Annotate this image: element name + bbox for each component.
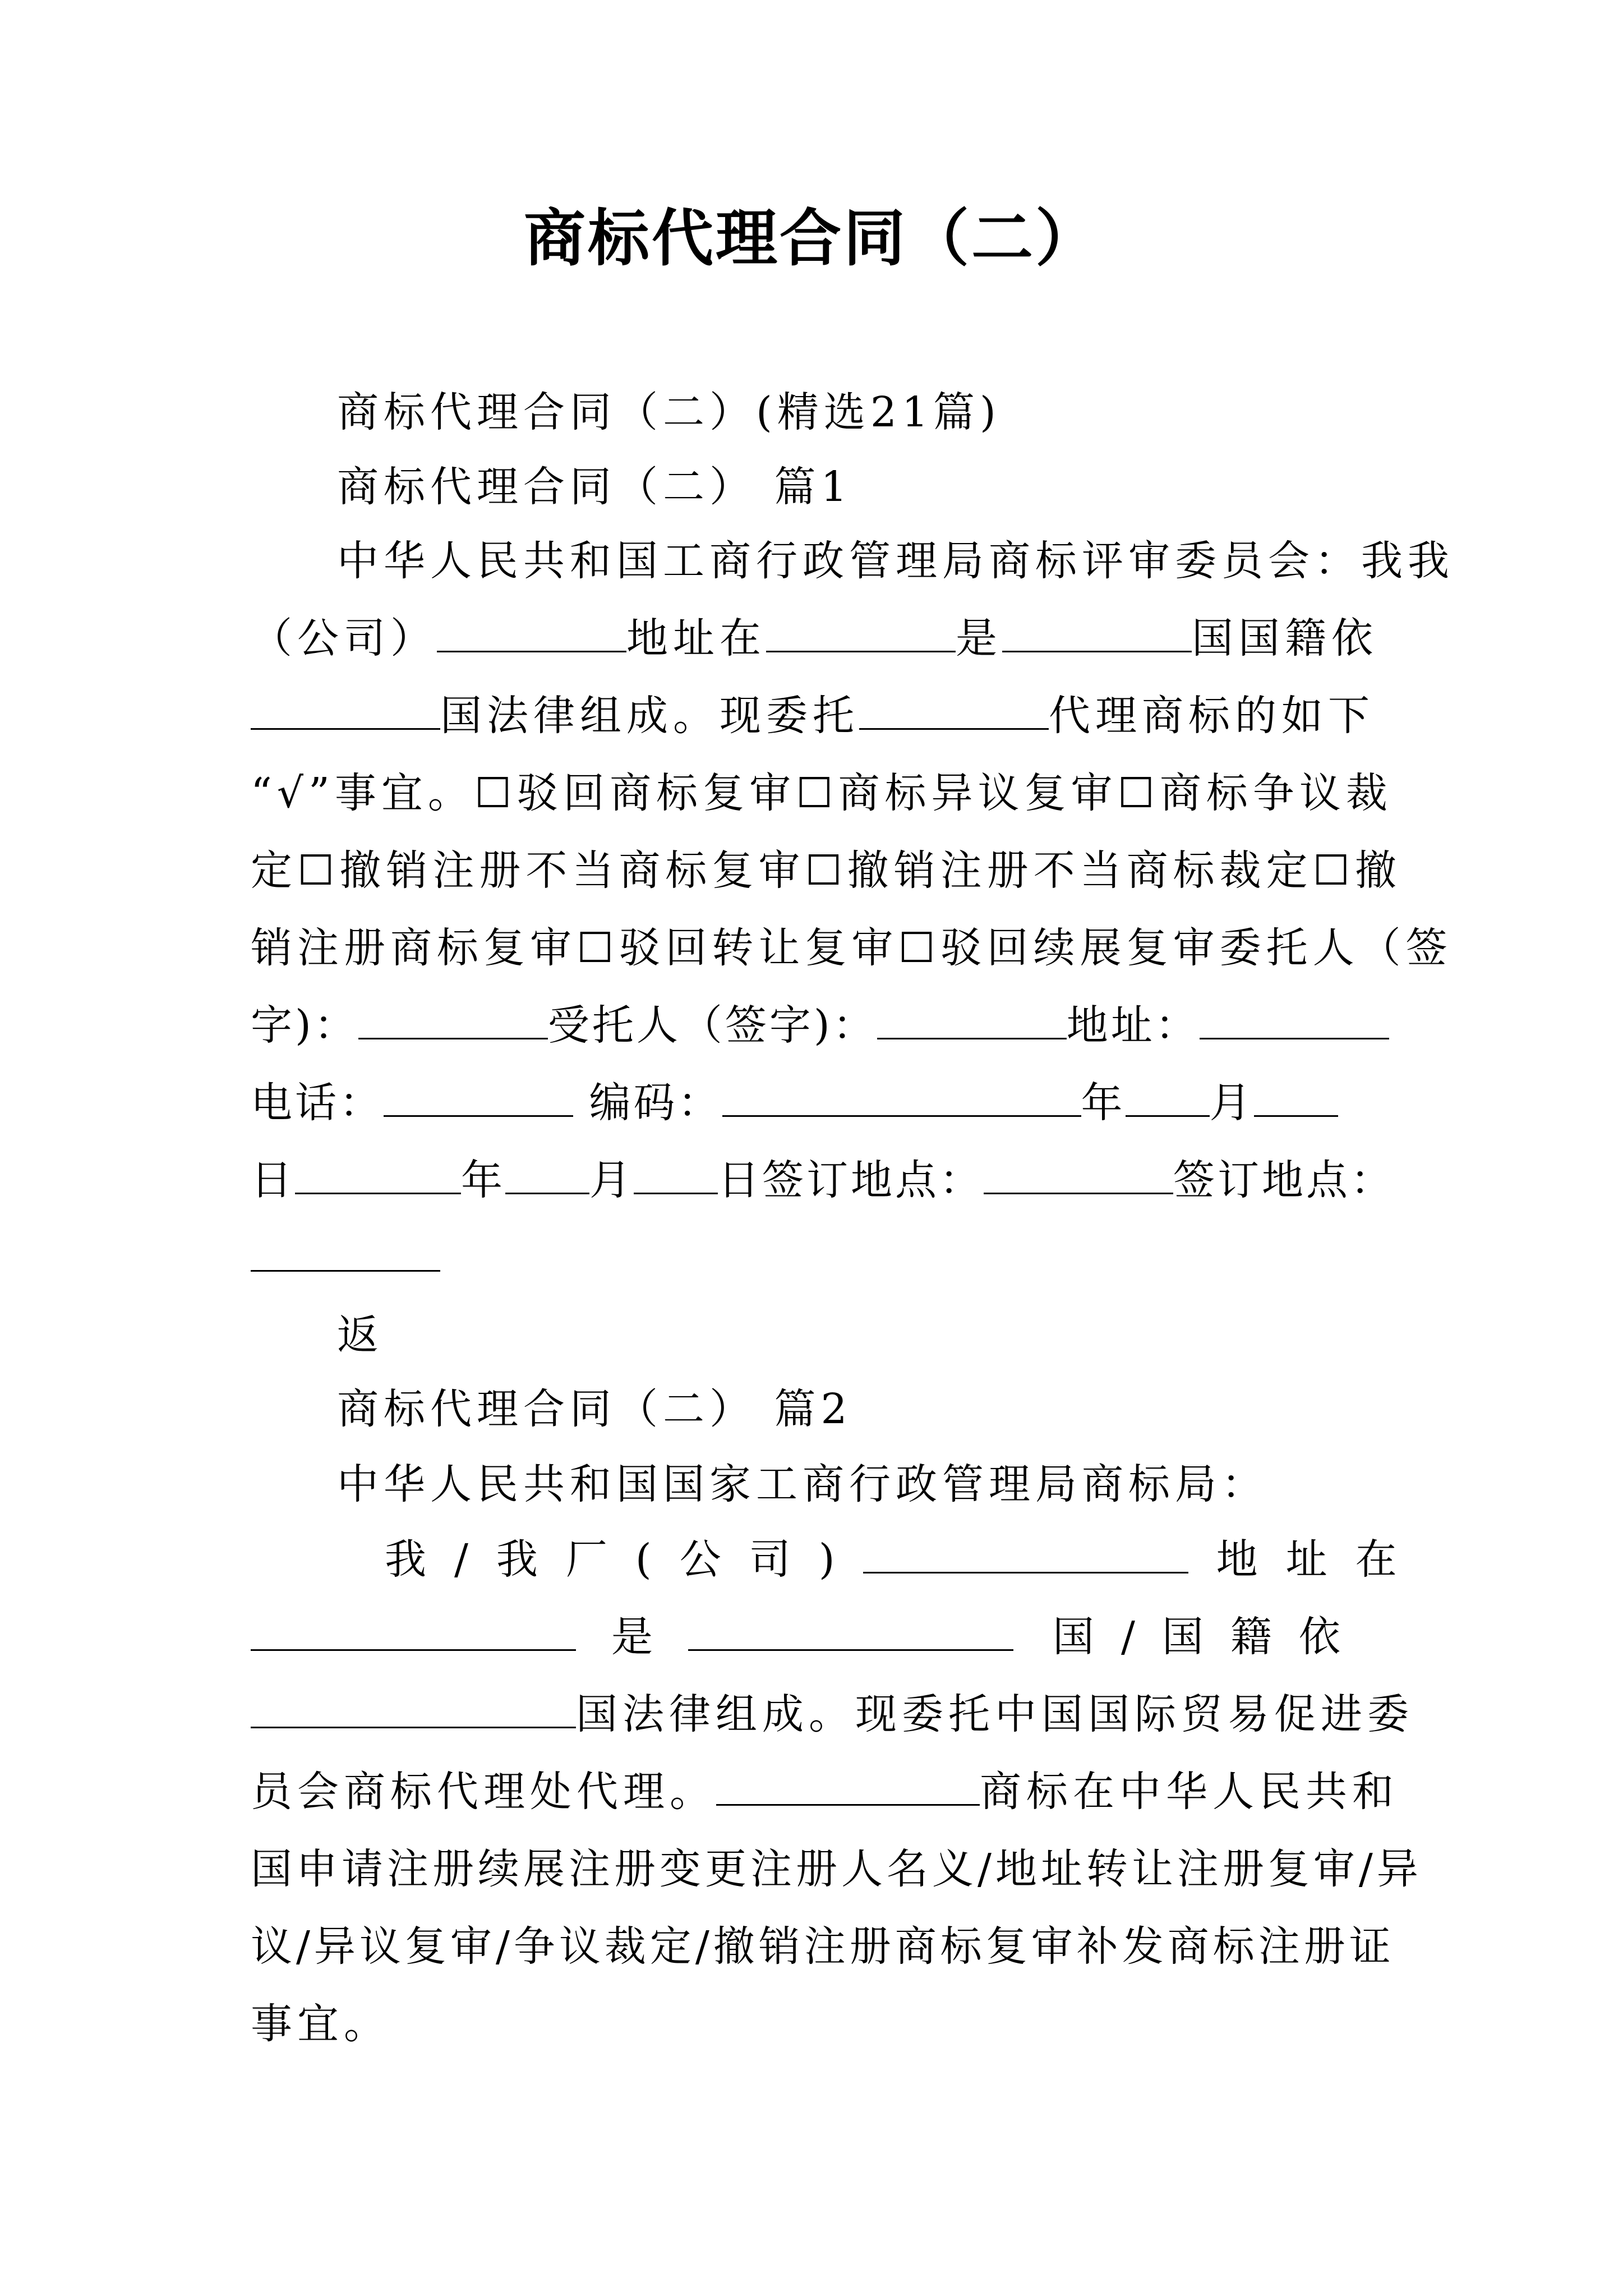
paragraph-line: 国申请注册续展注册变更注册人名义/地址转让注册复审/异	[251, 1845, 1422, 1893]
text-span: 年	[1081, 1079, 1126, 1127]
text-span: 是	[611, 1613, 653, 1661]
text-span: 国法律组成。现委托中国国际贸易促进委	[576, 1690, 1414, 1738]
subtitle-line: 商标代理合同（二）(精选21篇)	[337, 388, 1001, 436]
paragraph-line: 中华人民共和国工商行政管理局商标评审委员会：我我	[337, 537, 1454, 585]
text-span: 年	[461, 1156, 505, 1204]
paragraph-line	[251, 688, 1375, 744]
text-span: 国法律组成。现委托	[440, 692, 859, 740]
paragraph-line	[251, 1764, 1399, 1820]
blank-field	[766, 613, 956, 652]
text-span: 地址在	[1216, 1535, 1425, 1584]
blank-field	[384, 1077, 573, 1117]
blank-field	[505, 1154, 589, 1194]
blank-field	[863, 1534, 1188, 1573]
text-span: 国/国籍依	[1053, 1613, 1367, 1661]
paragraph-line: 议/异议复审/争议裁定/撤销注册商标复审补发商标注册证	[251, 1922, 1395, 1971]
paragraph-line	[251, 1609, 1367, 1665]
section-heading-2: 商标代理合同（二） 篇2	[337, 1385, 852, 1433]
text-span: 日	[251, 1156, 295, 1204]
text-span: 商标在中华人民共和	[980, 1768, 1399, 1816]
text-span: 地址：	[1066, 1001, 1200, 1050]
paragraph-line: 事宜。	[251, 2000, 390, 2048]
blank-field	[688, 1611, 1013, 1651]
blank-field	[437, 613, 626, 652]
blank-field	[859, 690, 1049, 730]
paragraph-line	[251, 1075, 1338, 1131]
blank-field	[984, 1154, 1173, 1194]
blank-field	[716, 1766, 980, 1806]
blank-field	[1126, 1077, 1210, 1117]
text-span: 月	[589, 1156, 634, 1204]
blank-field	[1200, 1000, 1389, 1039]
blank-field	[722, 1077, 1081, 1117]
paragraph-line	[251, 997, 1389, 1053]
blank-field	[634, 1154, 718, 1194]
paragraph-line: 返	[337, 1311, 384, 1359]
blank-field	[251, 1611, 576, 1651]
paragraph-line: 销注册商标复审☐驳回转让复审☐驳回续展复审委托人（签	[251, 924, 1453, 972]
blank-field	[1254, 1077, 1338, 1117]
text-span: 日签订地点：	[718, 1156, 984, 1204]
text-span: 编码：	[573, 1079, 722, 1127]
page-title: 商标代理合同（二）	[524, 202, 1099, 274]
text-span: （公司）	[251, 614, 437, 662]
blank-field	[358, 1000, 548, 1039]
text-span: 字)：	[251, 1001, 358, 1050]
text-span: 受托人（签字)：	[547, 1001, 877, 1050]
text-span: 国国籍依	[1192, 614, 1378, 662]
paragraph-line	[251, 1230, 440, 1286]
blank-field	[1002, 613, 1192, 652]
blank-field	[251, 690, 440, 730]
text-span: 月	[1209, 1079, 1254, 1127]
blank-field	[251, 1688, 576, 1728]
section-heading-1: 商标代理合同（二） 篇1	[337, 463, 852, 511]
text-span: 员会商标代理处代理。	[251, 1768, 716, 1816]
text-span: 代理商标的如下	[1049, 692, 1375, 740]
text-span: 签订地点：	[1173, 1156, 1395, 1204]
blank-field	[877, 1000, 1067, 1039]
paragraph-line	[251, 1686, 1414, 1742]
paragraph-line: “√”事宜。☐驳回商标复审☐商标异议复审☐商标争议裁	[251, 769, 1393, 817]
paragraph-line: 定☐撤销注册不当商标复审☐撤销注册不当商标裁定☐撤	[251, 846, 1402, 895]
text-span: 我/我厂(公司)	[385, 1535, 863, 1584]
text-span: 电话：	[251, 1079, 384, 1127]
text-span: 地址在	[626, 614, 766, 662]
blank-field	[251, 1232, 440, 1272]
paragraph-line	[251, 1152, 1395, 1208]
paragraph-line	[251, 610, 1378, 666]
blank-field	[295, 1154, 461, 1194]
text-span: 是	[956, 614, 1002, 662]
paragraph-line	[385, 1531, 1425, 1588]
paragraph-line: 中华人民共和国国家工商行政管理局商标局：	[337, 1460, 1268, 1508]
